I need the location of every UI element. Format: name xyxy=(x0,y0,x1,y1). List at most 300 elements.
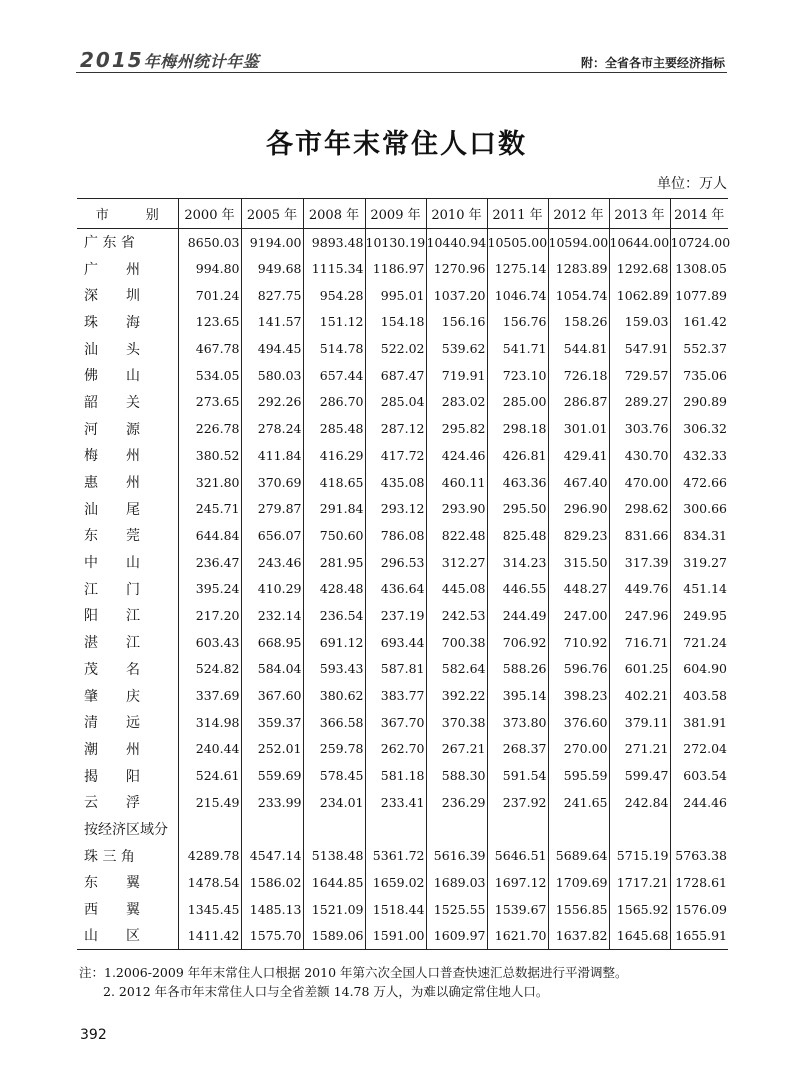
row-label: 韶 关 xyxy=(84,394,140,411)
column-header-year: 2010 年 xyxy=(426,199,487,229)
table-cell: 272.04 xyxy=(670,736,728,763)
table-cell: 604.90 xyxy=(670,656,728,683)
table-cell: 10644.00 xyxy=(609,229,670,256)
table-cell: 706.92 xyxy=(487,629,548,656)
table-cell: 1586.02 xyxy=(241,869,303,896)
table-cell: 402.21 xyxy=(609,682,670,709)
row-label: 西 翼 xyxy=(84,902,140,919)
table-cell: 244.46 xyxy=(670,789,728,816)
table-cell: 321.80 xyxy=(178,469,241,496)
table-cell: 451.14 xyxy=(670,575,728,602)
table-cell: 534.05 xyxy=(178,362,241,389)
table-cell: 217.20 xyxy=(178,602,241,629)
table-cell: 314.98 xyxy=(178,709,241,736)
yearbook-year: 2015 xyxy=(80,48,144,72)
table-cell: 5138.48 xyxy=(303,842,365,869)
table-cell: 601.25 xyxy=(609,656,670,683)
table-cell: 825.48 xyxy=(487,522,548,549)
table-row xyxy=(77,282,728,309)
table-cell: 245.71 xyxy=(178,495,241,522)
table-cell: 10594.00 xyxy=(548,229,609,256)
table-cell: 410.29 xyxy=(241,575,303,602)
table-cell: 446.55 xyxy=(487,575,548,602)
table-row xyxy=(77,709,728,736)
table-cell: 994.80 xyxy=(178,255,241,282)
table-cell: 588.30 xyxy=(426,762,487,789)
table-cell: 1637.82 xyxy=(548,922,609,949)
row-label: 佛 山 xyxy=(84,368,140,385)
table-cell: 395.14 xyxy=(487,682,548,709)
table-cell xyxy=(178,816,241,843)
table-cell: 593.43 xyxy=(303,656,365,683)
row-label: 江 门 xyxy=(84,581,140,598)
table-cell: 1689.03 xyxy=(426,869,487,896)
table-row xyxy=(77,335,728,362)
table-cell: 380.52 xyxy=(178,442,241,469)
table-cell: 295.82 xyxy=(426,415,487,442)
table-row xyxy=(77,896,728,923)
table-cell: 10505.00 xyxy=(487,229,548,256)
table-cell: 370.38 xyxy=(426,709,487,736)
row-label: 山 区 xyxy=(77,922,178,949)
table-cell: 524.61 xyxy=(178,762,241,789)
table-row xyxy=(77,389,728,416)
table-cell: 729.57 xyxy=(609,362,670,389)
table-cell: 559.69 xyxy=(241,762,303,789)
table-cell: 1556.85 xyxy=(548,896,609,923)
table-cell: 154.18 xyxy=(365,309,426,336)
table-cell: 595.59 xyxy=(548,762,609,789)
row-label: 揭 阳 xyxy=(84,768,140,785)
yearbook-header xyxy=(80,48,259,72)
column-header-city: 市 别 xyxy=(77,199,178,229)
row-label: 云 浮 xyxy=(84,795,140,812)
table-cell: 156.16 xyxy=(426,309,487,336)
table-cell: 268.37 xyxy=(487,736,548,763)
table-cell: 271.21 xyxy=(609,736,670,763)
table-cell: 242.53 xyxy=(426,602,487,629)
table-cell: 544.81 xyxy=(548,335,609,362)
row-label: 广 东 省 xyxy=(84,235,135,252)
table-row xyxy=(77,629,728,656)
table-row xyxy=(77,602,728,629)
table-cell: 4547.14 xyxy=(241,842,303,869)
table-cell: 379.11 xyxy=(609,709,670,736)
table-cell: 494.45 xyxy=(241,335,303,362)
section-title: 附：全省各市主要经济指标 xyxy=(580,56,725,70)
table-cell: 123.65 xyxy=(178,309,241,336)
row-label: 肇 庆 xyxy=(84,688,140,705)
table-cell: 381.91 xyxy=(670,709,728,736)
row-label: 深 圳 xyxy=(84,288,140,305)
table-cell: 286.87 xyxy=(548,389,609,416)
table-cell: 1709.69 xyxy=(548,869,609,896)
table-cell: 293.12 xyxy=(365,495,426,522)
table-cell xyxy=(303,816,365,843)
table-body xyxy=(77,229,731,950)
table-row xyxy=(77,922,728,949)
table-cell: 237.19 xyxy=(365,602,426,629)
table-row xyxy=(77,469,728,496)
row-label: 东 翼 xyxy=(84,875,140,892)
table-cell: 312.27 xyxy=(426,549,487,576)
table-cell: 1518.44 xyxy=(365,896,426,923)
table-cell: 445.08 xyxy=(426,575,487,602)
table-cell: 522.02 xyxy=(365,335,426,362)
table-cell: 432.33 xyxy=(670,442,728,469)
table-row xyxy=(77,549,728,576)
table-cell: 584.04 xyxy=(241,656,303,683)
table-cell: 580.03 xyxy=(241,362,303,389)
table-cell: 298.18 xyxy=(487,415,548,442)
table-row xyxy=(77,762,728,789)
table-cell xyxy=(241,816,303,843)
table-cell: 701.24 xyxy=(178,282,241,309)
table-cell: 1697.12 xyxy=(487,869,548,896)
table-cell: 281.95 xyxy=(303,549,365,576)
table-cell: 524.82 xyxy=(178,656,241,683)
table-cell: 1645.68 xyxy=(609,922,670,949)
table-cell: 1565.92 xyxy=(609,896,670,923)
table-cell: 283.02 xyxy=(426,389,487,416)
table-cell: 291.84 xyxy=(303,495,365,522)
table-cell: 716.71 xyxy=(609,629,670,656)
table-cell: 232.14 xyxy=(241,602,303,629)
table-cell: 1062.89 xyxy=(609,282,670,309)
row-label: 汕 尾 xyxy=(84,501,140,518)
table-cell: 578.45 xyxy=(303,762,365,789)
table-cell: 10130.19 xyxy=(365,229,426,256)
table-cell: 306.32 xyxy=(670,415,728,442)
table-row xyxy=(77,842,728,869)
table-cell: 687.47 xyxy=(365,362,426,389)
table-cell: 285.04 xyxy=(365,389,426,416)
table-cell: 161.42 xyxy=(670,309,728,336)
table-cell: 315.50 xyxy=(548,549,609,576)
table-cell: 9893.48 xyxy=(303,229,365,256)
row-label: 潮 州 xyxy=(84,741,140,758)
table-cell: 1485.13 xyxy=(241,896,303,923)
table-cell: 1525.55 xyxy=(426,896,487,923)
table-cell: 141.57 xyxy=(241,309,303,336)
row-label: 中 山 xyxy=(84,555,140,572)
table-row xyxy=(77,229,728,256)
table-cell: 1591.00 xyxy=(365,922,426,949)
table-cell: 158.26 xyxy=(548,309,609,336)
table-cell: 301.01 xyxy=(548,415,609,442)
table-cell: 429.41 xyxy=(548,442,609,469)
table-cell: 292.26 xyxy=(241,389,303,416)
table-cell: 241.65 xyxy=(548,789,609,816)
table-cell: 541.71 xyxy=(487,335,548,362)
table-cell: 1054.74 xyxy=(548,282,609,309)
table-cell: 693.44 xyxy=(365,629,426,656)
table-cell: 472.66 xyxy=(670,469,728,496)
table-cell: 298.62 xyxy=(609,495,670,522)
table-cell: 467.40 xyxy=(548,469,609,496)
table-cell: 9194.00 xyxy=(241,229,303,256)
table-cell: 1609.97 xyxy=(426,922,487,949)
table-cell: 1655.91 xyxy=(670,922,728,949)
table-cell xyxy=(487,816,548,843)
table-cell: 460.11 xyxy=(426,469,487,496)
table-cell: 411.84 xyxy=(241,442,303,469)
table-cell: 750.60 xyxy=(303,522,365,549)
table-cell: 279.87 xyxy=(241,495,303,522)
table-cell: 337.69 xyxy=(178,682,241,709)
table-cell: 1037.20 xyxy=(426,282,487,309)
table-cell: 1292.68 xyxy=(609,255,670,282)
table-cell: 300.66 xyxy=(670,495,728,522)
table-cell xyxy=(609,816,670,843)
table-cell: 159.03 xyxy=(609,309,670,336)
table-cell: 215.49 xyxy=(178,789,241,816)
table-cell: 467.78 xyxy=(178,335,241,362)
table-cell: 236.29 xyxy=(426,789,487,816)
row-label: 湛 江 xyxy=(84,635,140,652)
table-cell: 359.37 xyxy=(241,709,303,736)
table-cell: 237.92 xyxy=(487,789,548,816)
table-cell: 514.78 xyxy=(303,335,365,362)
table-row xyxy=(77,575,728,602)
table-cell: 710.92 xyxy=(548,629,609,656)
table-row xyxy=(77,656,728,683)
table-cell: 226.78 xyxy=(178,415,241,442)
table-cell: 1046.74 xyxy=(487,282,548,309)
table-cell: 5763.38 xyxy=(670,842,728,869)
table-cell: 5715.19 xyxy=(609,842,670,869)
table-cell: 249.95 xyxy=(670,602,728,629)
row-label: 惠 州 xyxy=(84,475,140,492)
table-cell: 252.01 xyxy=(241,736,303,763)
footnotes xyxy=(79,963,628,1001)
table-cell: 1717.21 xyxy=(609,869,670,896)
table-cell xyxy=(670,816,728,843)
table-cell: 293.90 xyxy=(426,495,487,522)
population-table xyxy=(77,198,731,950)
table-cell: 547.91 xyxy=(609,335,670,362)
table-cell: 539.62 xyxy=(426,335,487,362)
table-cell: 1478.54 xyxy=(178,869,241,896)
table-cell: 1659.02 xyxy=(365,869,426,896)
table-cell: 949.68 xyxy=(241,255,303,282)
row-label: 清 远 xyxy=(84,715,140,732)
table-cell: 10440.94 xyxy=(426,229,487,256)
row-label: 汕 头 xyxy=(84,341,140,358)
table-group-row xyxy=(77,816,728,843)
table-cell: 448.27 xyxy=(548,575,609,602)
table-cell xyxy=(548,816,609,843)
column-header-year: 2005 年 xyxy=(241,199,303,229)
table-cell: 395.24 xyxy=(178,575,241,602)
table-cell: 668.95 xyxy=(241,629,303,656)
table-cell: 243.46 xyxy=(241,549,303,576)
table-cell: 5646.51 xyxy=(487,842,548,869)
row-label: 梅 州 xyxy=(84,448,140,465)
table-cell: 587.81 xyxy=(365,656,426,683)
unit-label: 单位：万人 xyxy=(657,176,727,192)
table-cell: 735.06 xyxy=(670,362,728,389)
row-label: 按经济区域分 xyxy=(84,821,168,838)
table-cell: 691.12 xyxy=(303,629,365,656)
table-cell: 954.28 xyxy=(303,282,365,309)
table-cell: 398.23 xyxy=(548,682,609,709)
row-label: 东 莞 xyxy=(84,528,140,545)
table-cell: 247.00 xyxy=(548,602,609,629)
table-cell: 380.62 xyxy=(303,682,365,709)
table-cell: 1521.09 xyxy=(303,896,365,923)
table-cell: 287.12 xyxy=(365,415,426,442)
table-cell: 285.00 xyxy=(487,389,548,416)
table-cell: 603.43 xyxy=(178,629,241,656)
table-cell: 233.41 xyxy=(365,789,426,816)
table-cell: 1115.34 xyxy=(303,255,365,282)
table-cell: 10724.00 xyxy=(670,229,728,256)
table-cell: 5689.64 xyxy=(548,842,609,869)
table-row xyxy=(77,522,728,549)
table-cell: 236.47 xyxy=(178,549,241,576)
table-cell: 581.18 xyxy=(365,762,426,789)
table-cell: 240.44 xyxy=(178,736,241,763)
row-label: 珠 三 角 xyxy=(84,848,135,865)
table-cell: 822.48 xyxy=(426,522,487,549)
column-header-year: 2014 年 xyxy=(670,199,728,229)
table-cell: 247.96 xyxy=(609,602,670,629)
table-cell: 1275.14 xyxy=(487,255,548,282)
table-cell: 831.66 xyxy=(609,522,670,549)
table-cell: 319.27 xyxy=(670,549,728,576)
page-number: 392 xyxy=(80,1027,107,1043)
header-rule xyxy=(76,72,727,73)
table-cell: 1589.06 xyxy=(303,922,365,949)
table-cell: 726.18 xyxy=(548,362,609,389)
column-header-year: 2009 年 xyxy=(365,199,426,229)
column-header-year: 2011 年 xyxy=(487,199,548,229)
table-cell: 296.53 xyxy=(365,549,426,576)
column-header-year: 2000 年 xyxy=(178,199,241,229)
table-header-row xyxy=(77,199,728,229)
table-cell: 1345.45 xyxy=(178,896,241,923)
table-cell: 290.89 xyxy=(670,389,728,416)
table-cell: 1270.96 xyxy=(426,255,487,282)
table-cell: 244.49 xyxy=(487,602,548,629)
table-cell: 596.76 xyxy=(548,656,609,683)
table-cell: 285.48 xyxy=(303,415,365,442)
table-cell: 417.72 xyxy=(365,442,426,469)
table-cell: 392.22 xyxy=(426,682,487,709)
table-row xyxy=(77,415,728,442)
table-cell: 552.37 xyxy=(670,335,728,362)
table-cell: 295.50 xyxy=(487,495,548,522)
table-row xyxy=(77,495,728,522)
table-cell: 430.70 xyxy=(609,442,670,469)
table-cell: 1539.67 xyxy=(487,896,548,923)
table-cell: 644.84 xyxy=(178,522,241,549)
table-cell: 383.77 xyxy=(365,682,426,709)
table-cell: 156.76 xyxy=(487,309,548,336)
table-row xyxy=(77,309,728,336)
row-label: 广 州 xyxy=(84,261,140,278)
table-cell: 273.65 xyxy=(178,389,241,416)
table-cell: 303.76 xyxy=(609,415,670,442)
table-cell: 603.54 xyxy=(670,762,728,789)
table-cell: 1308.05 xyxy=(670,255,728,282)
table-cell: 416.29 xyxy=(303,442,365,469)
table-cell: 1575.70 xyxy=(241,922,303,949)
table-cell: 376.60 xyxy=(548,709,609,736)
table-cell: 8650.03 xyxy=(178,229,241,256)
table-cell: 259.78 xyxy=(303,736,365,763)
yearbook-title: 年梅州统计年鉴 xyxy=(143,52,260,71)
row-label: 珠 海 xyxy=(84,314,140,331)
table-cell: 436.64 xyxy=(365,575,426,602)
table-cell: 367.70 xyxy=(365,709,426,736)
table-cell: 700.38 xyxy=(426,629,487,656)
table-cell: 1621.70 xyxy=(487,922,548,949)
table-cell: 151.12 xyxy=(303,309,365,336)
table-row xyxy=(77,736,728,763)
column-header-year: 2013 年 xyxy=(609,199,670,229)
table-cell: 403.58 xyxy=(670,682,728,709)
table-cell: 373.80 xyxy=(487,709,548,736)
table-cell: 834.31 xyxy=(670,522,728,549)
table-cell: 4289.78 xyxy=(178,842,241,869)
table-cell: 5616.39 xyxy=(426,842,487,869)
table-cell: 1644.85 xyxy=(303,869,365,896)
table-cell: 370.69 xyxy=(241,469,303,496)
table-cell: 463.36 xyxy=(487,469,548,496)
table-cell: 262.70 xyxy=(365,736,426,763)
footnote-2: 2. 2012 年各市年末常住人口与全省差额 14.78 万人，为难以确定常住地人口。 xyxy=(103,984,549,999)
table-cell: 418.65 xyxy=(303,469,365,496)
table-cell: 786.08 xyxy=(365,522,426,549)
column-header-year: 2008 年 xyxy=(303,199,365,229)
table-cell: 449.76 xyxy=(609,575,670,602)
table-cell: 267.21 xyxy=(426,736,487,763)
table-cell: 827.75 xyxy=(241,282,303,309)
table-row xyxy=(77,442,728,469)
table-row xyxy=(77,869,728,896)
table-cell: 723.10 xyxy=(487,362,548,389)
table-cell: 719.91 xyxy=(426,362,487,389)
row-label: 阳 江 xyxy=(84,608,140,625)
row-label: 茂 名 xyxy=(84,661,140,678)
table-cell: 470.00 xyxy=(609,469,670,496)
table-cell: 1283.89 xyxy=(548,255,609,282)
page-title: 各市年末常住人口数 xyxy=(266,129,527,160)
table-cell: 591.54 xyxy=(487,762,548,789)
footnote-1: 注：1.2006-2009 年年末常住人口根据 2010 年第六次全国人口普查快速汇总数据进行平滑调整。 xyxy=(79,965,628,980)
table-cell: 1576.09 xyxy=(670,896,728,923)
table-cell: 582.64 xyxy=(426,656,487,683)
table-cell: 829.23 xyxy=(548,522,609,549)
table-cell: 242.84 xyxy=(609,789,670,816)
table-cell: 424.46 xyxy=(426,442,487,469)
table-row xyxy=(77,682,728,709)
table-cell: 366.58 xyxy=(303,709,365,736)
row-label: 河 源 xyxy=(84,421,140,438)
table-row xyxy=(77,255,728,282)
table-cell: 721.24 xyxy=(670,629,728,656)
table-cell: 286.70 xyxy=(303,389,365,416)
table-cell: 270.00 xyxy=(548,736,609,763)
table-cell: 314.23 xyxy=(487,549,548,576)
table-cell: 317.39 xyxy=(609,549,670,576)
table-cell: 435.08 xyxy=(365,469,426,496)
table-row xyxy=(77,362,728,389)
table-cell: 5361.72 xyxy=(365,842,426,869)
table-cell: 1728.61 xyxy=(670,869,728,896)
